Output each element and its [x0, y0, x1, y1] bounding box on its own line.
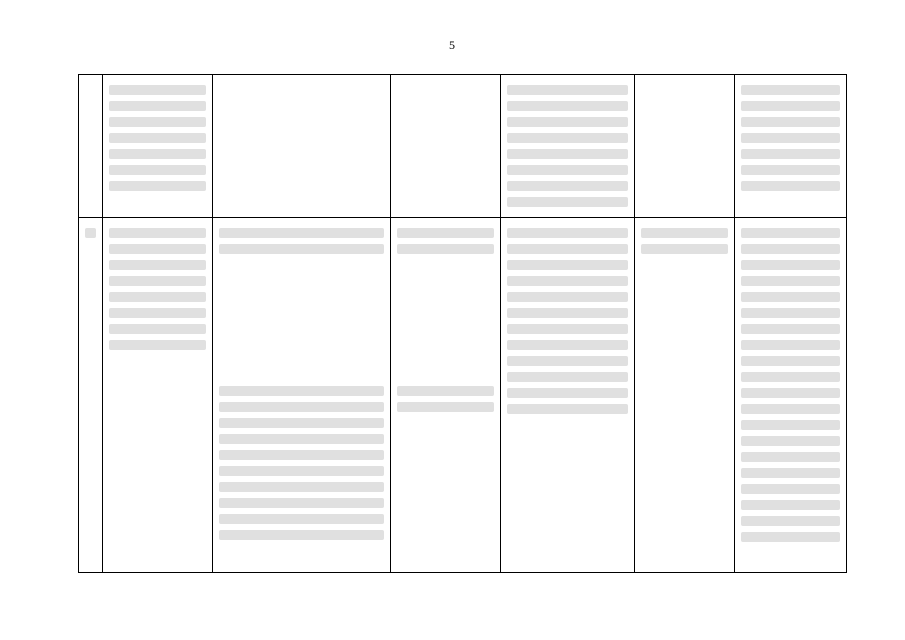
text-placeholder [109, 228, 206, 238]
text-placeholder [507, 404, 628, 414]
text-placeholder [507, 165, 628, 175]
text-placeholder [741, 436, 840, 446]
text-placeholder [219, 530, 384, 540]
text-placeholder [741, 117, 840, 127]
text-placeholder [109, 292, 206, 302]
text-placeholder [109, 340, 206, 350]
text-placeholder [109, 324, 206, 334]
table-cell [735, 218, 847, 573]
text-placeholder [109, 181, 206, 191]
text-placeholder [741, 372, 840, 382]
text-placeholder [741, 420, 840, 430]
blank-space [397, 260, 494, 380]
main-table [78, 74, 847, 573]
text-placeholder [397, 386, 494, 396]
text-placeholder [507, 340, 628, 350]
text-placeholder [741, 260, 840, 270]
table-cell [213, 218, 391, 573]
text-placeholder [109, 244, 206, 254]
text-placeholder [741, 484, 840, 494]
text-placeholder [507, 356, 628, 366]
text-placeholder [741, 340, 840, 350]
text-placeholder [741, 276, 840, 286]
text-placeholder [507, 260, 628, 270]
table-cell [635, 75, 735, 218]
text-placeholder [109, 276, 206, 286]
table-cell [501, 75, 635, 218]
text-placeholder [219, 228, 384, 238]
table-cell [79, 75, 103, 218]
text-placeholder [507, 292, 628, 302]
text-placeholder [397, 244, 494, 254]
text-placeholder [219, 434, 384, 444]
table-cell [103, 218, 213, 573]
text-placeholder [507, 181, 628, 191]
text-placeholder [741, 324, 840, 334]
text-placeholder [741, 101, 840, 111]
table-row [79, 218, 847, 573]
text-placeholder [741, 181, 840, 191]
text-placeholder [741, 165, 840, 175]
text-placeholder [741, 308, 840, 318]
table-cell [391, 75, 501, 218]
table-cell [735, 75, 847, 218]
blank-space [219, 260, 384, 380]
text-placeholder [219, 498, 384, 508]
text-placeholder [507, 117, 628, 127]
text-placeholder [741, 292, 840, 302]
text-placeholder [109, 149, 206, 159]
text-placeholder [507, 308, 628, 318]
text-placeholder [507, 228, 628, 238]
text-placeholder [109, 308, 206, 318]
text-placeholder [741, 532, 840, 542]
text-placeholder [109, 133, 206, 143]
text-placeholder [109, 101, 206, 111]
text-placeholder [109, 117, 206, 127]
table-cell [213, 75, 391, 218]
text-placeholder [741, 500, 840, 510]
table-row [79, 75, 847, 218]
text-placeholder [741, 452, 840, 462]
text-placeholder [85, 228, 96, 238]
text-placeholder [741, 133, 840, 143]
text-placeholder [741, 356, 840, 366]
text-placeholder [219, 450, 384, 460]
text-placeholder [219, 482, 384, 492]
text-placeholder [507, 85, 628, 95]
table-cell [103, 75, 213, 218]
text-placeholder [741, 85, 840, 95]
page-number: 5 [449, 38, 455, 52]
table-cell [501, 218, 635, 573]
text-placeholder [641, 228, 728, 238]
text-placeholder [507, 388, 628, 398]
text-placeholder [219, 514, 384, 524]
text-placeholder [109, 85, 206, 95]
text-placeholder [507, 276, 628, 286]
text-placeholder [219, 402, 384, 412]
text-placeholder [397, 402, 494, 412]
text-placeholder [741, 516, 840, 526]
text-placeholder [507, 324, 628, 334]
text-placeholder [741, 228, 840, 238]
text-placeholder [741, 244, 840, 254]
table-cell [391, 218, 501, 573]
text-placeholder [507, 149, 628, 159]
text-placeholder [741, 149, 840, 159]
text-placeholder [109, 165, 206, 175]
text-placeholder [397, 228, 494, 238]
text-placeholder [641, 244, 728, 254]
table-cell [79, 218, 103, 573]
text-placeholder [507, 372, 628, 382]
text-placeholder [507, 197, 628, 207]
text-placeholder [507, 244, 628, 254]
text-placeholder [219, 418, 384, 428]
table-cell [635, 218, 735, 573]
text-placeholder [741, 468, 840, 478]
text-placeholder [507, 101, 628, 111]
text-placeholder [219, 244, 384, 254]
text-placeholder [109, 260, 206, 270]
text-placeholder [741, 388, 840, 398]
text-placeholder [219, 466, 384, 476]
text-placeholder [507, 133, 628, 143]
text-placeholder [741, 404, 840, 414]
text-placeholder [219, 386, 384, 396]
